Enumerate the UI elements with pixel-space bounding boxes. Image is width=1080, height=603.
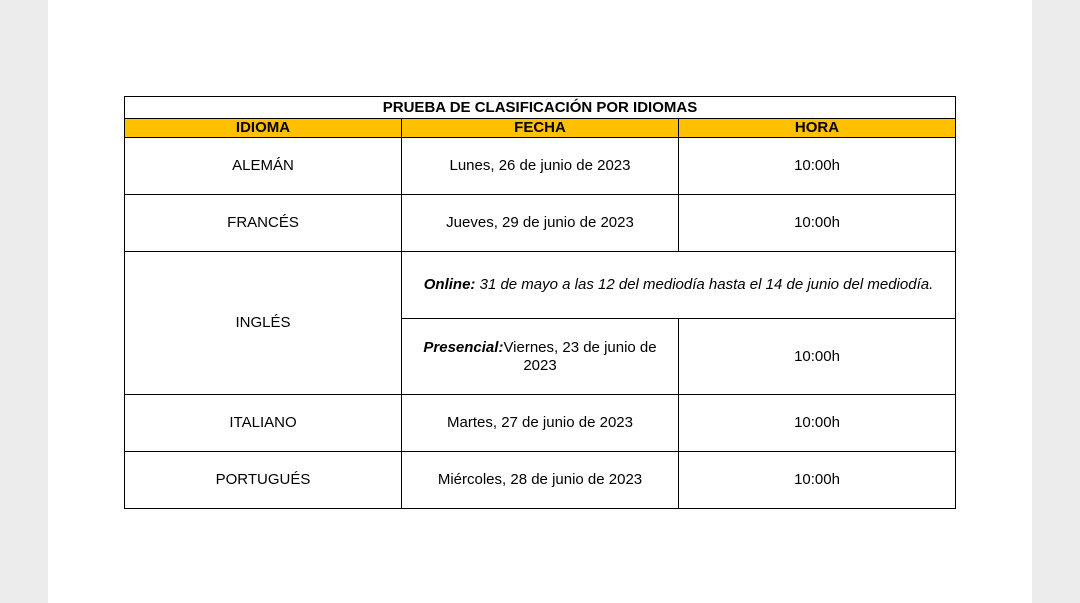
fecha-cell: Miércoles, 28 de junio de 2023 bbox=[402, 452, 679, 509]
idioma-cell: FRANCÉS bbox=[125, 195, 402, 252]
presencial-cell bbox=[402, 319, 679, 395]
hora-cell: 10:00h bbox=[679, 195, 956, 252]
header-fecha: FECHA bbox=[402, 119, 679, 138]
table-row bbox=[125, 195, 956, 252]
hora-cell: 10:00h bbox=[679, 319, 956, 395]
hora-cell: 10:00h bbox=[679, 395, 956, 452]
header-hora: HORA bbox=[679, 119, 956, 138]
idioma-cell: INGLÉS bbox=[125, 252, 402, 395]
header-row bbox=[125, 119, 956, 138]
placement-test-table bbox=[124, 96, 956, 509]
fecha-cell: Lunes, 26 de junio de 2023 bbox=[402, 138, 679, 195]
table-row bbox=[125, 395, 956, 452]
online-text: 31 de mayo a las 12 del mediodía hasta el 14 de junio del mediodía. bbox=[475, 276, 934, 293]
table-row bbox=[125, 452, 956, 509]
idioma-cell: ITALIANO bbox=[125, 395, 402, 452]
presencial-text: Viernes, 23 de junio de 2023 bbox=[503, 338, 657, 374]
table-title: PRUEBA DE CLASIFICACIÓN POR IDIOMAS bbox=[125, 97, 956, 119]
online-cell bbox=[402, 252, 956, 319]
hora-cell: 10:00h bbox=[679, 452, 956, 509]
header-idioma: IDIOMA bbox=[125, 119, 402, 138]
presencial-label: Presencial: bbox=[423, 338, 504, 356]
online-label: Online: bbox=[423, 276, 476, 293]
idioma-cell: PORTUGUÉS bbox=[125, 452, 402, 509]
idioma-cell: ALEMÁN bbox=[125, 138, 402, 195]
hora-cell: 10:00h bbox=[679, 138, 956, 195]
fecha-cell: Jueves, 29 de junio de 2023 bbox=[402, 195, 679, 252]
table-row bbox=[125, 138, 956, 195]
title-row bbox=[125, 97, 956, 119]
fecha-cell: Martes, 27 de junio de 2023 bbox=[402, 395, 679, 452]
table-row-ingles-online bbox=[125, 252, 956, 319]
